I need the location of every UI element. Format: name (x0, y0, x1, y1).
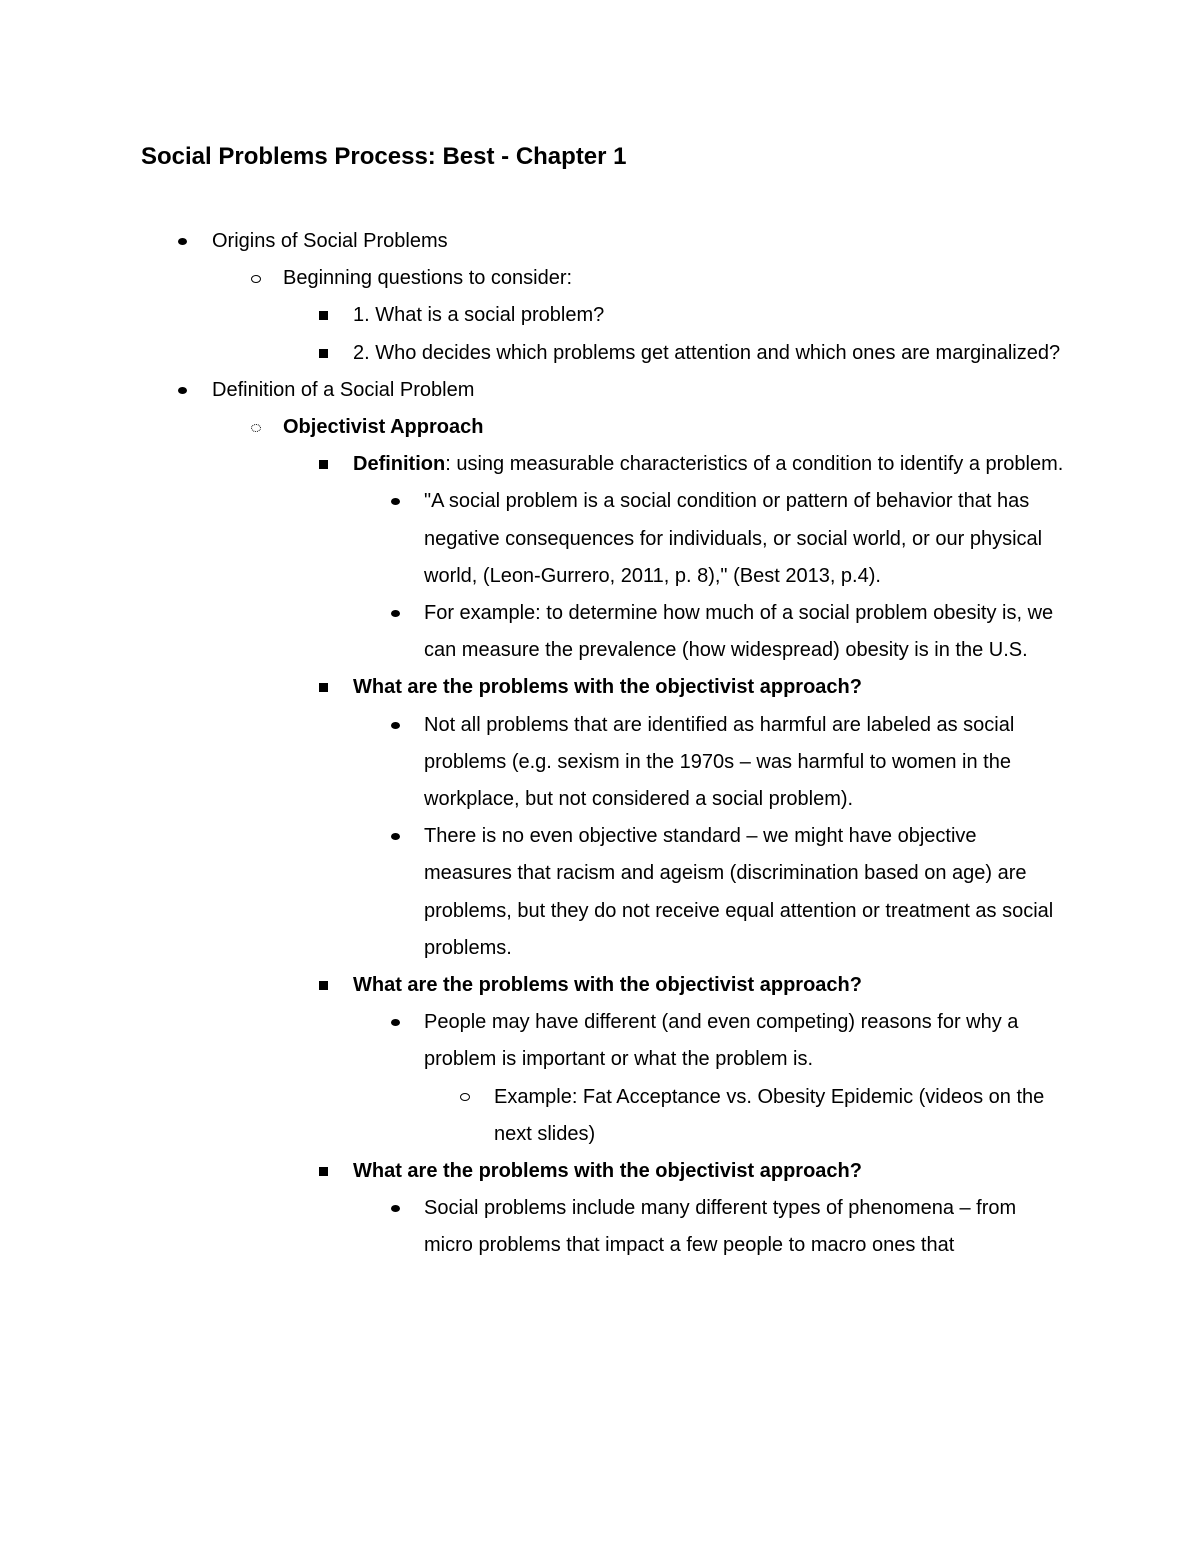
page-title: Social Problems Process: Best - Chapter 1 (141, 143, 627, 170)
list-item (0, 297, 1200, 334)
list-item (0, 707, 1200, 819)
list-item-text: For example: to determine how much of a social problem obesity is, we can measure the prevalence (how widespread) obesity is in the U.S. (424, 602, 1054, 662)
list-item-text: What are the problems with the objectivist approach? (353, 1160, 862, 1183)
outline-list (0, 223, 1200, 1265)
square-bullet-icon (316, 1153, 330, 1190)
disc-bullet-icon (388, 707, 402, 744)
square-bullet-icon (316, 967, 330, 1004)
list-item-text: What are the problems with the objectivist approach? (353, 676, 862, 699)
list-item-text: Definition of a Social Problem (212, 378, 475, 401)
list-item-text: 1. What is a social problem? (353, 304, 605, 327)
list-item-text: Social problems include many different types of phenomena – from micro problems that impact a few people to macro ones that (424, 1197, 1017, 1257)
disc-bullet-icon (388, 483, 402, 520)
list-item-text: 2. Who decides which problems get attention and which ones are marginalized? (353, 341, 1061, 364)
list-item-text: What are the problems with the objectivist approach? (353, 974, 862, 997)
list-item-text: "A social problem is a social condition or pattern of behavior that has negative consequences for individuals, or social world, or our physical world, (Leon-Gurrero, 2011, p. 8)," (Best 2013, p.4). (424, 490, 1043, 587)
disc-bullet-icon (388, 595, 402, 632)
list-item (0, 967, 1200, 1004)
list-item-text: People may have different (and even competing) reasons for why a problem is important or what the problem is. (424, 1011, 1019, 1071)
list-item (0, 1004, 1200, 1078)
disc-bullet-icon (388, 1004, 402, 1041)
list-item (0, 372, 1200, 409)
list-item-text: Objectivist Approach (283, 416, 484, 439)
circle-bullet-icon (458, 1079, 472, 1116)
disc-bullet-icon (175, 372, 189, 409)
list-item (0, 1190, 1200, 1264)
square-bullet-icon (316, 335, 330, 372)
list-item-text: There is no even objective standard – we might have objective measures that racism and ageism (discrimination based on age) are problems, but they do not receive equal attention or treatment as social problems. (424, 825, 1054, 959)
disc-bullet-icon (388, 818, 402, 855)
square-bullet-icon (316, 669, 330, 706)
list-item-text: Example: Fat Acceptance vs. Obesity Epidemic (videos on the next slides) (494, 1085, 1045, 1145)
list-item-text (353, 446, 1065, 483)
disc-bullet-icon (388, 1190, 402, 1227)
dotted-circle-bullet-icon (249, 409, 263, 446)
list-item (0, 669, 1200, 706)
list-item (0, 335, 1200, 372)
list-item-text: Origins of Social Problems (212, 230, 448, 252)
disc-bullet-icon (175, 223, 189, 260)
list-item (0, 223, 1200, 260)
list-item-text: Beginning questions to consider: (283, 267, 573, 290)
list-item (0, 1079, 1200, 1153)
square-bullet-icon (316, 446, 330, 483)
list-item (0, 446, 1200, 483)
list-item (0, 409, 1200, 446)
definition-term: Definition (353, 453, 446, 476)
list-item (0, 595, 1200, 669)
square-bullet-icon (316, 297, 330, 334)
list-item-text: Not all problems that are identified as harmful are labeled as social problems (e.g. sexism in the 1970s – was harmful to women in the workplace, but not considered a social problem). (424, 713, 1015, 811)
list-item (0, 260, 1200, 297)
list-item (0, 1153, 1200, 1190)
list-item (0, 818, 1200, 967)
list-item (0, 483, 1200, 595)
definition-text: : using measurable characteristics of a condition to identify a problem. (445, 453, 1064, 476)
circle-bullet-icon (249, 260, 263, 297)
